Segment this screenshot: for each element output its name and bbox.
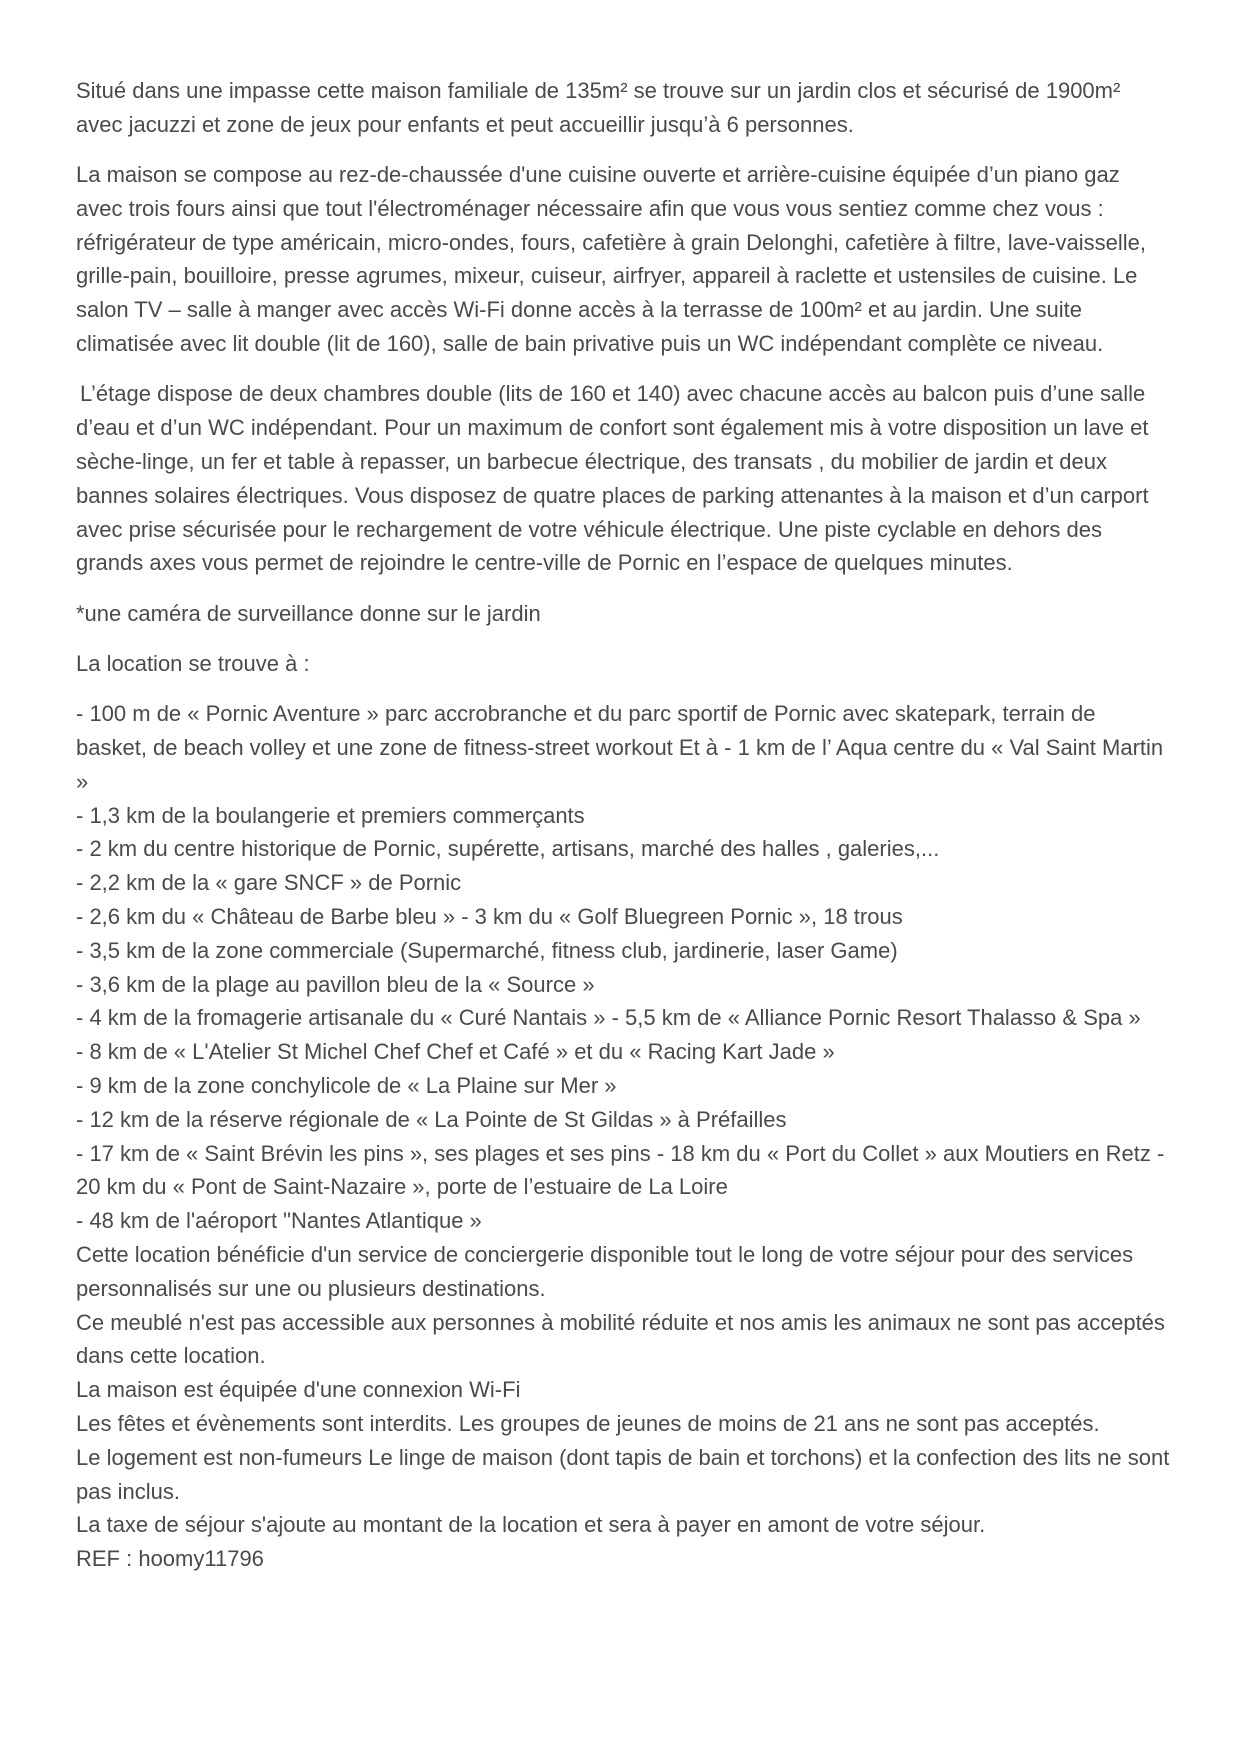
upstairs-paragraph: L’étage dispose de deux chambres double (lits de 160 et 140) avec chacune accès au balcon puis d’une salle d’eau et d’un WC indépendant. Pour un maximum de confort sont également mis à votre disposition un lave et sèche-linge, un fer et table à repasser, un barbecue électrique, des transats , du mobilier de jardin et deux bannes solaires électriques. Vous disposez de quatre places de parking attenantes à la maison et d’un carport avec prise sécurisée pour le rechargement de votre véhicule électrique. Une piste cyclable en dehors des grands axes vous permet de rejoindre le centre-ville de Pornic en l’espace de quelques minutes. [76,381,1149,576]
wifi-note: La maison est équipée d'une connexion Wi-Fi [76,1377,521,1403]
list-item: - 1,3 km de la boulangerie et premiers commerçants [76,802,585,828]
list-item: - 12 km de la réserve régionale de « La Pointe de St Gildas » à Préfailles [76,1106,787,1132]
concierge-note: Cette location bénéficie d'un service de conciergerie disponible tout le long de votre séjour pour des services personnalisés sur une ou plusieurs destinations. [76,1242,1134,1301]
list-item: - 4 km de la fromagerie artisanale du « Curé Nantais » - 5,5 km de « Alliance Pornic Resort Thalasso & Spa » [76,1005,1141,1031]
notes-list [76,1238,1170,1576]
reference-code: REF : hoomy11796 [76,1546,264,1572]
linen-note: Le logement est non-fumeurs Le linge de maison (dont tapis de bain et torchons) et la confection des lits ne sont pas inclus. [76,1444,1170,1504]
list-item: - 2,6 km du « Château de Barbe bleu » - 3 km du « Golf Bluegreen Pornic », 18 trous [76,904,903,930]
list-item: - 2,2 km de la « gare SNCF » de Pornic [76,870,462,896]
ground-floor-paragraph: La maison se compose au rez-de-chaussée d'une cuisine ouverte et arrière-cuisine équipée d’un piano gaz avec trois fours ainsi que tout l'électroménager nécessaire afin que vous vous sentiez comme chez vous : réfrigérateur de type américain, micro-ondes, fours, cafetière à grain Delonghi, cafetière à filtre, lave-vaisselle, grille-pain, bouilloire, presse agrumes, mixeur, cuiseur, airfryer, appareil à raclette et ustensiles de cuisine. Le salon TV – salle à manger avec accès Wi-Fi donne accès à la terrasse de 100m² et au jardin. Une suite climatisée avec lit double (lit de 160), salle de bain privative puis un WC indépendant complète ce niveau. [76,162,1146,357]
list-item: - 3,5 km de la zone commerciale (Supermarché, fitness club, jardinerie, laser Game) [76,937,898,963]
document-page [76,74,1170,1576]
list-item: - 100 m de « Pornic Aventure » parc accrobranche et du parc sportif de Pornic avec skatepark, terrain de basket, de beach volley et une zone de fitness-street workout Et à - 1 km de l’ Aqua centre du « Val Saint Martin » [76,701,1164,794]
list-item: - 8 km de « L'Atelier St Michel Chef Chef et Café » et du « Racing Kart Jade » [76,1039,835,1065]
camera-note: *une caméra de surveillance donne sur le jardin [76,600,541,626]
list-item: - 48 km de l'aéroport "Nantes Atlantique » [76,1208,482,1234]
events-note: Les fêtes et évènements sont interdits. Les groupes de jeunes de moins de 21 ans ne sont pas acceptés. [76,1410,1100,1436]
location-heading: La location se trouve à : [76,650,310,676]
list-item: - 2 km du centre historique de Pornic, supérette, artisans, marché des halles , galeries,... [76,836,940,862]
list-item: - 9 km de la zone conchylicole de « La Plaine sur Mer » [76,1073,617,1099]
intro-paragraph: Situé dans une impasse cette maison familiale de 135m² se trouve sur un jardin clos et sécurisé de 1900m² avec jacuzzi et zone de jeux pour enfants et peut accueillir jusqu’à 6 personnes. [76,78,1121,137]
list-item: - 3,6 km de la plage au pavillon bleu de la « Source » [76,971,595,997]
tax-note: La taxe de séjour s'ajoute au montant de la location et sera à payer en amont de votre séjour. [76,1512,986,1538]
distance-list [76,697,1170,1238]
accessibility-note: Ce meublé n'est pas accessible aux personnes à mobilité réduite et nos amis les animaux ne sont pas acceptés dans cette location. [76,1309,1165,1369]
list-item: - 17 km de « Saint Brévin les pins », ses plages et ses pins - 18 km du « Port du Collet » aux Moutiers en Retz - 20 km du « Pont de Saint-Nazaire », porte de l’estuaire de La Loire [76,1140,1165,1200]
